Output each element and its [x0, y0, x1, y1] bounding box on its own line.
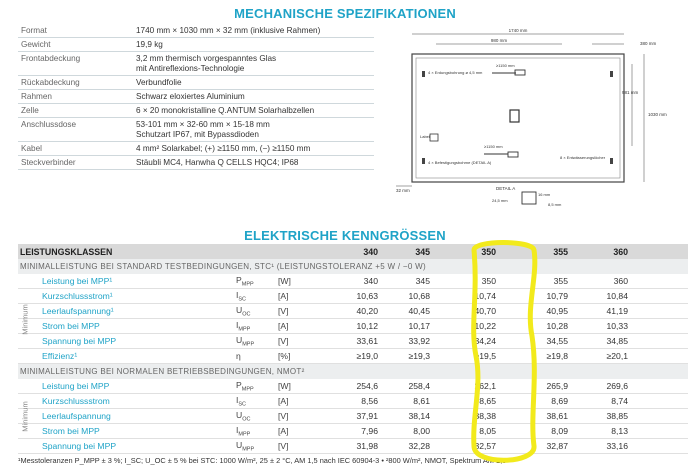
value-cell: 340: [363, 276, 378, 286]
unit: [A]: [278, 396, 289, 406]
unit: [A]: [278, 321, 289, 331]
spec-key: Frontabdeckung: [21, 53, 81, 63]
detail-245: 24,5 mm: [492, 198, 508, 203]
spec-key: Format: [21, 25, 47, 35]
module-dimension-drawing: [392, 26, 682, 212]
value-cell: 8,09: [551, 426, 568, 436]
value-cell: 10,28: [546, 321, 568, 331]
value-cell: 10,22: [474, 321, 496, 331]
value-cell: ≥19,0: [356, 351, 378, 361]
value-cell: 10,12: [356, 321, 378, 331]
value-cell: 34,55: [546, 336, 568, 346]
value-cell: 360: [613, 246, 628, 257]
value-cell: 38,38: [474, 411, 496, 421]
section-title: MINIMALLEISTUNG BEI STANDARD TESTBEDINGUNGEN, STC¹ (LEISTUNGSTOLERANZ +5 W / −0 W): [20, 262, 426, 271]
symbol: $U_{OC}$: [236, 409, 251, 423]
value-cell: 40,20: [356, 306, 378, 316]
spec-row: [18, 24, 374, 38]
spec-row: [18, 156, 374, 170]
spec-key: Steckverbinder: [21, 157, 76, 167]
value-cell: ≥19,5: [474, 351, 496, 361]
row-label: Kurzschlussstrom¹: [42, 291, 113, 301]
spec-key: Zelle: [21, 105, 39, 115]
row-label: Leistung bei MPP¹: [42, 276, 113, 286]
detail-label: DETAIL A: [496, 186, 516, 191]
dim-height: 1030 mm: [648, 112, 667, 117]
spec-value: 4 mm² Solarkabel; (+) ≥1150 mm, (−) ≥1150 mm: [136, 143, 311, 153]
symbol: η: [236, 351, 241, 361]
unit: [W]: [278, 276, 291, 286]
spec-row: [18, 104, 374, 118]
value-cell: 10,33: [606, 321, 628, 331]
symbol: $I_{SC}$: [236, 394, 247, 408]
mech-section-title: MECHANISCHE SPEZIFIKATIONEN: [234, 6, 456, 21]
data-row: [18, 439, 688, 454]
value-cell: 32,28: [408, 441, 430, 451]
section-title: MINIMALLEISTUNG BEI NORMALEN BETRIEBSBEDINGUNGEN, NMOT²: [20, 367, 305, 376]
spec-value: 53-101 mm × 32-60 mm × 15-18 mm Schutzart IP67, mit Bypassdioden: [136, 119, 270, 139]
data-row: [18, 304, 688, 319]
spec-value: 19,9 kg: [136, 39, 163, 49]
unit: [V]: [278, 336, 289, 346]
nmot-section-row: [18, 364, 688, 379]
symbol: $P_{MPP}$: [236, 379, 254, 393]
spec-value: 3,2 mm thermisch vorgespanntes Glas mit Antireflexions-Technologie: [136, 53, 277, 73]
value-cell: 350: [481, 276, 496, 286]
value-cell: 350: [481, 246, 496, 257]
value-cell: 40,70: [474, 306, 496, 316]
dim-cable-bottom: ≥1150 mm: [484, 144, 503, 149]
row-label: Leerlaufspannung: [42, 411, 111, 421]
dim-height-inner: 981 mm: [622, 90, 639, 95]
value-cell: 10,79: [546, 291, 568, 301]
unit: [A]: [278, 291, 289, 301]
mech-spec-table: [18, 24, 374, 170]
dim-width: 1740 mm: [508, 28, 528, 33]
stc-section-row: [18, 259, 688, 274]
side-label-minimum: Minimum: [20, 401, 30, 432]
value-cell: 8,69: [551, 396, 568, 406]
symbol: $U_{MPP}$: [236, 439, 255, 453]
value-cell: 10,68: [408, 291, 430, 301]
symbol: $U_{OC}$: [236, 304, 251, 318]
value-cell: ≥19,8: [546, 351, 568, 361]
value-cell: 38,61: [546, 411, 568, 421]
value-cell: 355: [553, 276, 568, 286]
value-cell: 33,61: [356, 336, 378, 346]
spec-row: [18, 142, 374, 156]
spec-value: Verbundfolie: [136, 77, 182, 87]
spec-value: Stäubli MC4, Hanwha Q CELLS HQC4; IP68: [136, 157, 299, 167]
spec-row: [18, 52, 374, 76]
row-label: Leerlaufspannung¹: [42, 306, 114, 316]
value-cell: 8,65: [479, 396, 496, 406]
value-cell: 31,98: [356, 441, 378, 451]
dim-right: 380 mm: [640, 41, 657, 46]
data-row: [18, 409, 688, 424]
value-cell: 10,17: [408, 321, 430, 331]
data-row: [18, 424, 688, 439]
value-cell: 254,6: [356, 381, 378, 391]
unit: [V]: [278, 411, 289, 421]
row-label: Effizienz¹: [42, 351, 78, 361]
value-cell: 340: [363, 246, 378, 257]
value-cell: 10,84: [606, 291, 628, 301]
value-cell: 258,4: [408, 381, 430, 391]
row-label: Spannung bei MPP: [42, 441, 117, 451]
symbol: $U_{MPP}$: [236, 334, 255, 348]
value-cell: 34,85: [606, 336, 628, 346]
detail-85: 8,5 mm: [548, 202, 562, 207]
value-cell: 8,05: [479, 426, 496, 436]
unit: [V]: [278, 441, 289, 451]
spec-row: [18, 76, 374, 90]
row-label: Kurzschlussstrom: [42, 396, 110, 406]
label-note: Label: [420, 134, 430, 139]
dim-cable-top: ≥1150 mm: [496, 63, 515, 68]
value-cell: 34,24: [474, 336, 496, 346]
spec-row: [18, 118, 374, 142]
data-row: [18, 394, 688, 409]
spec-key: Anschlussdose: [21, 119, 77, 129]
value-cell: 40,45: [408, 306, 430, 316]
value-cell: 38,85: [606, 411, 628, 421]
header-row: [18, 244, 688, 259]
elec-section-title: ELEKTRISCHE KENNGRÖSSEN: [244, 228, 446, 243]
side-label-minimum: Minimum: [20, 303, 30, 335]
value-cell: 38,14: [408, 411, 430, 421]
data-row: [18, 289, 688, 304]
spec-value: Schwarz eloxiertes Aluminium: [136, 91, 245, 101]
row-label: Leistung bei MPP: [42, 381, 110, 391]
symbol: $P_{MPP}$: [236, 274, 254, 288]
data-row: [18, 334, 688, 349]
value-cell: 10,74: [474, 291, 496, 301]
value-cell: 37,91: [356, 411, 378, 421]
value-cell: 262,1: [474, 381, 496, 391]
value-cell: 32,87: [546, 441, 568, 451]
value-cell: 8,61: [413, 396, 430, 406]
header-label: LEISTUNGSKLASSEN: [20, 246, 113, 257]
value-cell: 269,6: [606, 381, 628, 391]
value-cell: 40,95: [546, 306, 568, 316]
value-cell: 8,00: [413, 426, 430, 436]
value-cell: ≥19,3: [408, 351, 430, 361]
spec-key: Kabel: [21, 143, 42, 153]
symbol: $I_{MPP}$: [236, 319, 251, 333]
detail-16: 16 mm: [538, 192, 551, 197]
value-cell: 8,74: [611, 396, 628, 406]
grounding-note: 4 × Erdungsbohrung ø 4,5 mm: [428, 70, 483, 75]
spec-key: Rahmen: [21, 91, 52, 101]
dim-inner: 980 mm: [490, 38, 508, 43]
data-row: [18, 379, 688, 394]
value-cell: 33,92: [408, 336, 430, 346]
row-label: Strom bei MPP: [42, 426, 100, 436]
value-cell: 345: [415, 246, 430, 257]
value-cell: ≥20,1: [606, 351, 628, 361]
spec-value: 6 × 20 monokristalline Q.ANTUM Solarhalbzellen: [136, 105, 315, 115]
mounting-note: 4 × Befestigungsbohrne (DETAIL A): [428, 160, 492, 165]
value-cell: 345: [415, 276, 430, 286]
value-cell: 10,63: [356, 291, 378, 301]
unit: [%]: [278, 351, 291, 361]
row-label: Strom bei MPP: [42, 321, 100, 331]
unit: [A]: [278, 426, 289, 436]
value-cell: 33,16: [606, 441, 628, 451]
value-cell: 32,57: [474, 441, 496, 451]
footnote: ¹Messtoleranzen P_MPP ± 3 %; I_SC; U_OC ± 5 % bei STC: 1000 W/m², 25 ± 2 °C, AM 1,5 nach IEC 60904-3 • ²800 W/m², NMOT, Spektrum AM 1,5: [18, 456, 507, 465]
value-cell: 8,56: [361, 396, 378, 406]
value-cell: 7,96: [361, 426, 378, 436]
value-cell: 265,9: [546, 381, 568, 391]
spec-value: 1740 mm × 1030 mm × 32 mm (inklusive Rahmen): [136, 25, 321, 35]
data-row: [18, 349, 688, 364]
spec-row: [18, 90, 374, 104]
symbol: $I_{SC}$: [236, 289, 247, 303]
symbol: $I_{MPP}$: [236, 424, 251, 438]
value-cell: 41,19: [606, 306, 628, 316]
row-label: Spannung bei MPP: [42, 336, 117, 346]
spec-key: Gewicht: [21, 39, 51, 49]
drain-note: 8 × Entwässerungslöcher: [560, 155, 606, 160]
spec-row: [18, 38, 374, 52]
data-row: [18, 274, 688, 289]
unit: [W]: [278, 381, 291, 391]
spec-key: Rückabdeckung: [21, 77, 80, 87]
value-cell: 8,13: [611, 426, 628, 436]
value-cell: 360: [613, 276, 628, 286]
unit: [V]: [278, 306, 289, 316]
data-row: [18, 319, 688, 334]
value-cell: 355: [553, 246, 568, 257]
dim-frame: 32 mm: [396, 188, 410, 193]
